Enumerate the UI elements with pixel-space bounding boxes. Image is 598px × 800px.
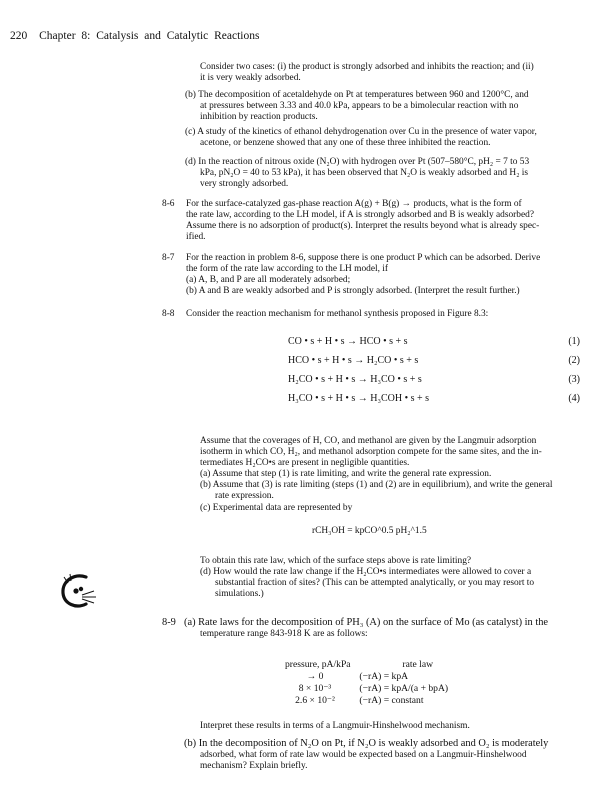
- text-line: Consider the reaction mechanism for methanol synthesis proposed in Figure 8.3:: [186, 309, 489, 319]
- equation-text: CO • s + H • s → HCO • s + s: [288, 336, 408, 347]
- problem-number: 8-9: [162, 617, 176, 628]
- rate-law-table: [285, 659, 448, 707]
- text-line: Interpret these results in terms of a Langmuir-Hinshelwood mechanism.: [200, 721, 470, 731]
- text-line: temperature range 843-918 K are as follows:: [200, 629, 368, 639]
- text-line: (c) Experimental data are represented by: [200, 502, 353, 513]
- text-line: adsorbed, what form of rate law would be expected based on a Langmuir-Hinshelwood: [200, 750, 527, 760]
- equation-number: (4): [568, 393, 580, 404]
- equation-text: H₃CO • s + H • s → H₃COH • s + s: [288, 393, 429, 404]
- text-line: very strongly adsorbed.: [200, 179, 289, 190]
- table-row: [285, 671, 448, 683]
- text-line: To obtain this rate law, which of the surface steps above is rate limiting?: [200, 556, 472, 566]
- problem-8-9-interpret: [200, 721, 580, 732]
- table-header-rate-law: rate law: [402, 659, 434, 670]
- problem-8-5-b: [185, 90, 580, 123]
- text-line: ified.: [186, 232, 206, 243]
- page-number: 220: [10, 30, 28, 42]
- text-line: mechanism? Explain briefly.: [200, 761, 308, 772]
- table-header-pressure: pressure, pA/kPa: [285, 659, 351, 670]
- problem-8-8-assumptions: [200, 436, 580, 514]
- text-line: (d) In the reaction of nitrous oxide (N₂O) with hydrogen over Pt (507–580°C, pH₂ = 7 to 53: [185, 157, 530, 167]
- text-line: (b) In the decomposition of N₂O on Pt, if N₂O is weakly adsorbed and O₂ is moderately: [184, 738, 549, 749]
- text-line: the rate law, according to the LH model, if A is strongly adsorbed and B is weakly adsorbed?: [186, 210, 534, 221]
- text-line: (a) A, B, and P are all moderately adsorbed;: [186, 275, 351, 286]
- table-cell-pressure: 2.6 × 10⁻²: [295, 695, 335, 706]
- text-line: termediates H₂CO•s are present in negligible quantities.: [200, 458, 410, 469]
- text-line: Assume there is no adsorption of product(s). Interpret the results beyond what is already spec-: [186, 221, 540, 232]
- text-line: (c) A study of the kinetics of ethanol dehydrogenation over Cu in the presence of water vapor,: [185, 127, 537, 137]
- text-line: it is very weakly adsorbed.: [200, 73, 301, 84]
- text-line: (b) Assume that (3) is rate limiting (steps (1) and (2) are in equilibrium), and write the general: [200, 480, 553, 491]
- problem-8-8-questions: [200, 556, 580, 600]
- problem-8-7: [186, 253, 580, 297]
- text-line: (a) Assume that step (1) is rate limiting, and write the general rate expression.: [200, 469, 492, 480]
- problem-8-6: [186, 199, 580, 243]
- text-line: the form of the rate law according to the LH model, if: [186, 264, 389, 275]
- computer-problem-icon: [56, 569, 100, 613]
- text-line: For the surface-catalyzed gas-phase reaction A(g) + B(g) → products, what is the form of: [186, 199, 522, 209]
- chapter-title: Chapter 8: Catalysis and Catalytic Reactions: [39, 30, 260, 42]
- table-cell-pressure: → 0: [306, 671, 324, 682]
- rate-equation: rCH₃OH = kpCO^0.5 pH₂^1.5: [312, 526, 427, 536]
- table-row: [285, 695, 448, 707]
- text-line: isotherm in which CO, H₂, and methanol adsorption compete for the same sites, and the in-: [200, 447, 542, 458]
- problem-8-9-b: [184, 738, 580, 772]
- table-cell-rate-law: (−rA) = kpA/(a + bpA): [359, 683, 449, 694]
- text-line: rate expression.: [215, 491, 274, 502]
- problem-8-5-intro: [200, 62, 580, 84]
- table-header-row: [285, 659, 448, 671]
- problem-8-9-a: [184, 617, 580, 640]
- text-line: (b) The decomposition of acetaldehyde on Pt at temperatures between 960 and 1200°C, and: [185, 90, 529, 100]
- equation-number: (3): [568, 374, 580, 385]
- equation-text: H₂CO • s + H • s → H₃CO • s + s: [288, 374, 422, 385]
- text-line: Assume that the coverages of H, CO, and methanol are given by the Langmuir adsorption: [200, 436, 537, 446]
- problem-number: 8-8: [162, 309, 175, 319]
- text-line: substantial fraction of sites? (This can be attempted analytically, or you may resort to: [215, 578, 535, 589]
- equation-number: (1): [568, 336, 580, 347]
- mechanism-equations: [200, 336, 580, 431]
- text-line: Consider two cases: (i) the product is strongly adsorbed and inhibits the reaction; and (ii): [200, 62, 534, 72]
- text-line: inhibition by reaction products.: [200, 112, 318, 123]
- text-line: (b) A and B are weakly adsorbed and P is strongly adsorbed. (Interpret the result further.): [186, 286, 520, 297]
- text-line: (a) Rate laws for the decomposition of PH₃ (A) on the surface of Mo (as catalyst) in the: [184, 617, 549, 628]
- text-line: at pressures between 3.33 and 40.0 kPa, appears to be a bimolecular reaction with no: [200, 101, 519, 112]
- running-header: [10, 30, 259, 42]
- table-cell-pressure: 8 × 10⁻³: [298, 683, 332, 694]
- table-cell-rate-law: (−rA) = kpA: [359, 671, 409, 682]
- problem-8-5-c: [185, 127, 580, 149]
- text-line: For the reaction in problem 8-6, suppose there is one product P which can be adsorbed. Derive: [186, 253, 541, 263]
- problem-8-5-d: [185, 157, 580, 190]
- problem-8-8: [186, 309, 580, 320]
- problem-number: 8-6: [162, 199, 175, 209]
- text-line: (d) How would the rate law change if the H₂CO•s intermediates were allowed to cover a: [200, 567, 532, 578]
- equation-number: (2): [568, 355, 580, 366]
- problem-number: 8-7: [162, 253, 175, 263]
- table-cell-rate-law: (−rA) = constant: [359, 695, 424, 706]
- table-row: [285, 683, 448, 695]
- text-line: simulations.): [215, 589, 264, 600]
- text-line: acetone, or benzene showed that any one of these three inhibited the reaction.: [200, 138, 491, 149]
- text-line: kPa, pN₂O = 40 to 53 kPa), it has been observed that N₂O is weakly adsorbed and H₂ is: [200, 168, 529, 179]
- equation-text: HCO • s + H • s → H₂CO • s + s: [288, 355, 419, 366]
